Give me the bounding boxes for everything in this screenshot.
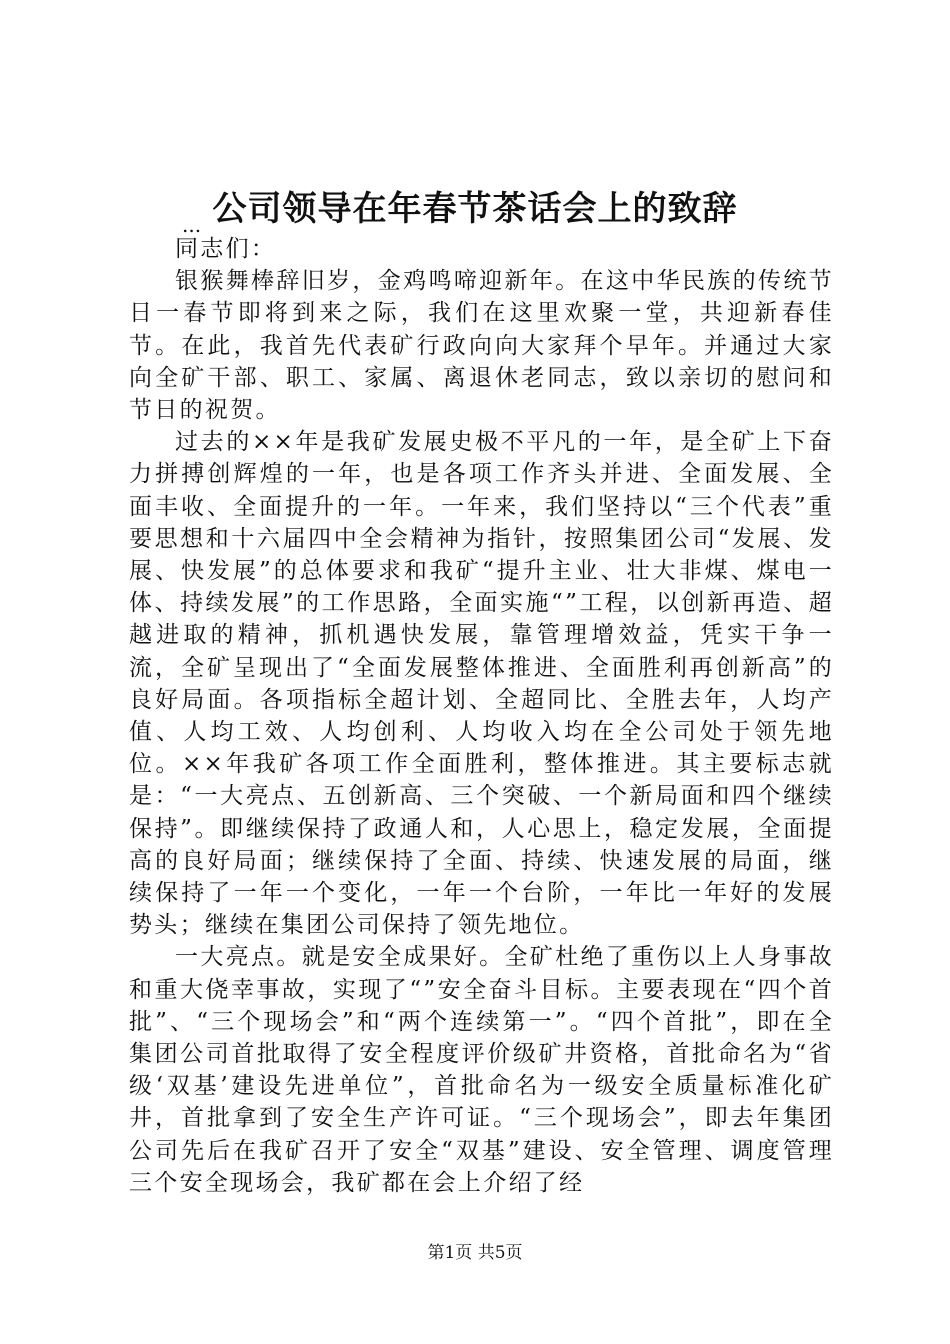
salutation: 同志们： <box>175 236 277 262</box>
ellipsis-mark: ... <box>182 213 202 237</box>
paragraph-greeting: 银猴舞棒辞旧岁，金鸡鸣啼迎新年。在这中华民族的传统节日一春节即将到来之际，我们在这里欢聚一堂，共迎新春佳节。在此，我首先代表矿行政向向大家拜个早年。并通过大家向全矿干部、职工、家属、离退休老同志，致以亲切的慰问和节日的祝贺。 <box>129 268 834 424</box>
paragraph-highlight: 一大亮点。就是安全成果好。全矿杜绝了重伤以上人身事故和重大侥幸事故，实现了“”安全奋斗目标。主要表现在“四个首批”、“三个现场会”和“两个连续第一”。“四个首批”，即在全集团公司首批取得了安全程度评价级矿井资格，首批命名为“省级‘双基’建设先进单位”，首批命名为一级安全质量标准化矿井，首批拿到了安全生产许可证。“三个现场会”，即去年集团公司先后在我矿召开了安全“双基”建设、安全管理、调度管理三个安全现场会，我矿都在会上介绍了经 <box>129 944 834 1196</box>
document-body <box>129 233 834 1199</box>
page-footer: 第1页 共5页 <box>427 1243 523 1263</box>
document-title: 公司领导在年春节茶话会上的致辞 <box>212 189 738 229</box>
paragraph-review: 过去的××年是我矿发展史极不平凡的一年，是全矿上下奋力拼搏创辉煌的一年，也是各项工作齐头并进、全面发展、全面丰收、全面提升的一年。一年来，我们坚持以“三个代表”重要思想和十六届四中全会精神为指针，按照集团公司“发展、发展、快发展”的总体要求和我矿“提升主业、壮大非煤、煤电一体、持续发展”的工作思路，全面实施“”工程，以创新再造、超越进取的精神，抓机遇快发展，靠管理增效益，凭实干争一流，全矿呈现出了“全面发展整体推进、全面胜利再创新高”的良好局面。各项指标全超计划、全超同比、全胜去年，人均产值、人均工效、人均创利、人均收入均在全公司处于领先地位。××年我矿各项工作全面胜利，整体推进。其主要标志就是：“一大亮点、五创新高、三个突破、一个新局面和四个继续保持”。即继续保持了政通人和，人心思上，稳定发展，全面提高的良好局面；继续保持了全面、持续、快速发展的局面，继续保持了一年一个变化，一年一个台阶，一年比一年好的发展势头；继续在集团公司保持了领先地位。 <box>129 429 834 939</box>
